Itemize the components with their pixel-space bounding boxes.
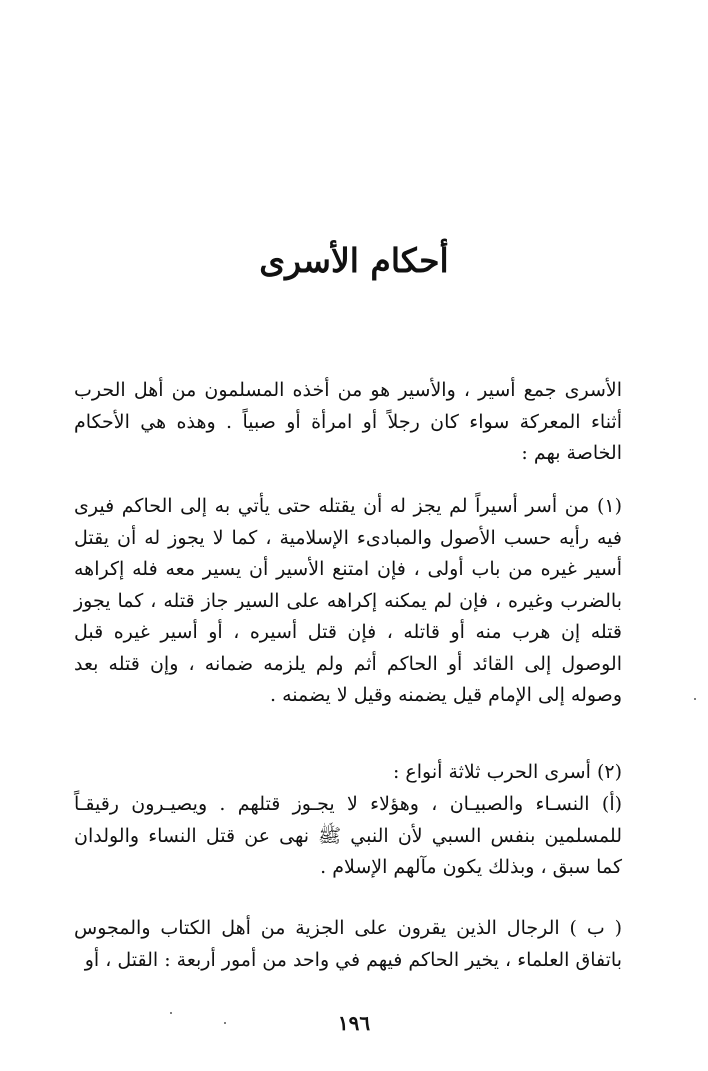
item-1-number: (١) xyxy=(596,495,622,517)
item-1-text: من أسر أسيراً لم يجز له أن يقتله حتى يأتي به إلى الحاكم فيرى فيه رأيه حسب الأصول والمبادىء الإسلامية ، كما لا يجوز له أن يقتل أسير غيره من باب أولى ، فإن امتنع الأسير أن يسير معه فله إكراهه بالضرب وغيره ، فإن لم يمكنه إكراهه على السير جاز قتله ، كما يجوز قتله إن هرب منه أو قاتله ، فإن قتل أسيره ، أو أسير غيره قبل الوصول إلى القائد أو الحاكم أثم ولم يلزمه ضمانه ، وإن قتله بعد وصوله إلى الإمام قيل يضمنه وقيل لا يضمنه . xyxy=(74,495,622,706)
item-2-text: أسرى الحرب ثلاثة أنواع : xyxy=(392,761,591,783)
scan-speck xyxy=(170,1012,172,1014)
intro-paragraph: الأسرى جمع أسير ، والأسير هو من أخذه المسلمون من أهل الحرب أثناء المعركة سواء كان رجلاً أو امرأة أو صبياً . وهذه هي الأحكام الخاصة بهم : xyxy=(74,379,622,464)
sub-item-a xyxy=(74,789,622,884)
sub-item-b-text: الرجال الذين يقرون على الجزية من أهل الكتاب والمجوس باتفاق العلماء ، يخير الحاكم فيهم في واحد من أمور أربعة : القتل ، أو xyxy=(74,917,622,971)
scan-speck xyxy=(224,1022,226,1024)
item-2-number: (٢) xyxy=(596,761,622,783)
sub-item-b xyxy=(74,913,622,976)
numbered-item-1 xyxy=(74,491,622,712)
sub-item-a-text: النسـاء والصبيـان ، وهؤلاء لا يجـوز قتلهم . ويصيـرون رقيقـاً للمسلمين بنفس السبي لأن النبي ﷺ نهى عن قتل النساء والولدان كما سبق ، وبذلك يكون مآلهم الإسلام . xyxy=(74,793,622,878)
page-number: ١٩٦ xyxy=(337,1011,371,1035)
sub-item-a-label: (أ) xyxy=(601,793,623,815)
scan-speck xyxy=(694,698,696,700)
page-title: أحكام الأسرى xyxy=(259,241,449,281)
sub-item-b-label: ( ب ) xyxy=(569,917,622,939)
numbered-item-2 xyxy=(74,757,622,789)
